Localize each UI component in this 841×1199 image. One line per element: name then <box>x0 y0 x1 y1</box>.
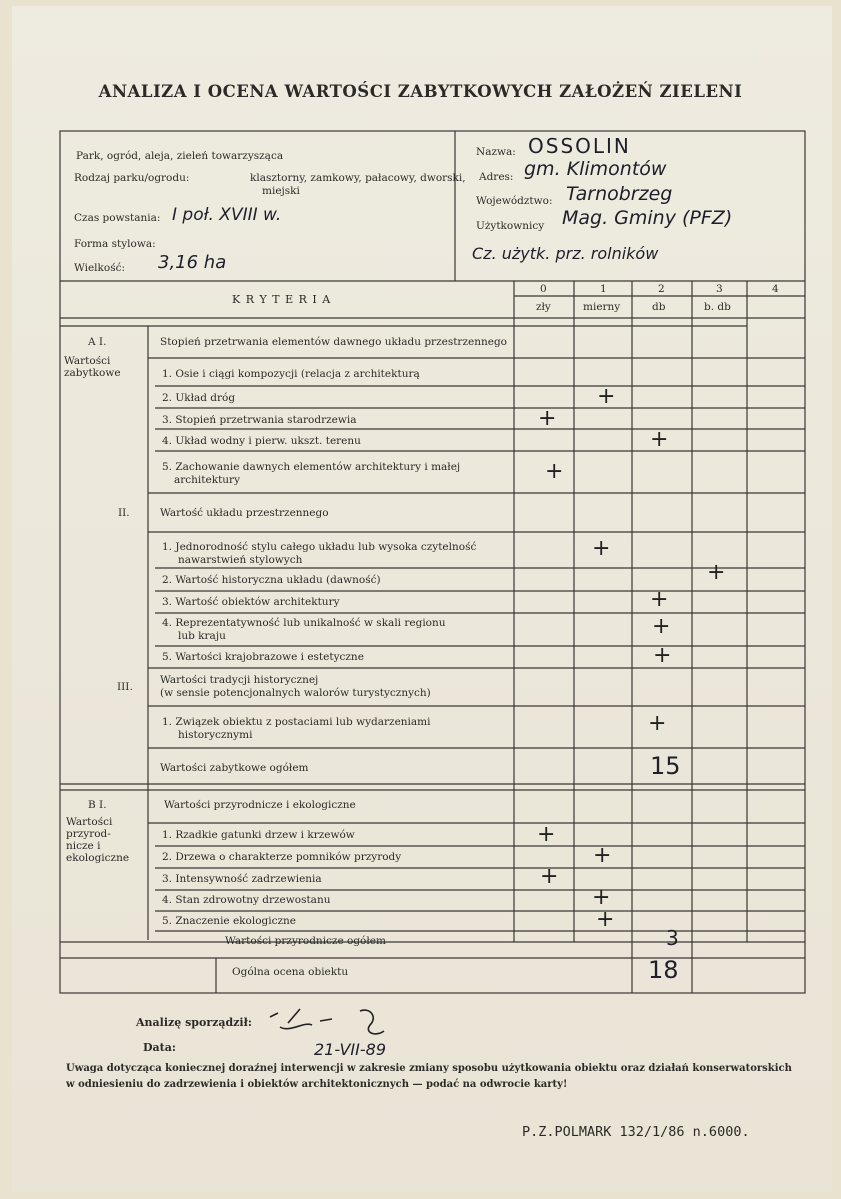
sum-b-label: Wartości przyrodnicze ogółem <box>225 935 386 947</box>
uzytkownicy-value-2: Cz. użytk. prz. rolników <box>472 244 659 263</box>
score-1: 1 <box>600 283 607 295</box>
total-value: 18 <box>648 956 679 984</box>
uzytkownicy-label: Użytkownicy <box>476 220 545 232</box>
section-a2-title: Wartość układu przestrzennego <box>160 507 329 519</box>
park-type-line: Park, ogród, aleja, zieleń towarzysząca <box>76 150 284 162</box>
print-code: P.Z.POLMARK 132/1/86 n.6000. <box>522 1124 750 1140</box>
mark-a1-3-score-0: + <box>538 406 557 431</box>
wielkosc-label: Wielkość: <box>74 262 126 274</box>
wojewodztwo-value: Tarnobrzeg <box>566 183 673 205</box>
a1-item-1: 1. Osie i ciągi kompozycji (relacja z architekturą <box>162 368 420 380</box>
a2-item-1: 1. Jednorodność stylu całego układu lub wysoka czytelność <box>162 541 477 553</box>
section-a3-title: Wartości tradycji historycznej <box>160 674 319 686</box>
nazwa-label: Nazwa: <box>476 146 516 158</box>
section-b-label: Wartości przyrod- nicze i ekologiczne <box>66 816 130 864</box>
a1-item-3: 3. Stopień przetrwania starodrzewia <box>162 414 357 426</box>
mark-a3-1-score-2: + <box>648 711 667 736</box>
a2-item-5: 5. Wartości krajobrazowe i estetyczne <box>162 651 364 663</box>
a2-item-4: 4. Reprezentatywność lub unikalność w skali regionu <box>162 617 446 629</box>
rodzaj-options-2: miejski <box>262 185 300 197</box>
mark-b1-5-score-1: + <box>596 907 615 932</box>
kryteria-header: K R Y T E R I A <box>232 293 332 306</box>
mark-a2-1-score-1: + <box>592 536 611 561</box>
b1-item-4: 4. Stan zdrowotny drzewostanu <box>162 894 331 906</box>
mark-b1-3-score-0: + <box>540 864 559 889</box>
section-a-code: A I. <box>88 336 107 348</box>
forma-label: Forma stylowa: <box>74 238 156 250</box>
sum-b-value: 3 <box>666 926 679 950</box>
a3-item-1: 1. Związek obiektu z postaciami lub wydarzeniami <box>162 716 431 728</box>
a2-item-4-cont: lub kraju <box>178 630 226 642</box>
section-b1-title: Wartości przyrodnicze i ekologiczne <box>164 799 356 811</box>
mark-b1-2-score-1: + <box>593 843 612 868</box>
page-title: ANALIZA I OCENA WARTOŚCI ZABYTKOWYCH ZAŁOŻEŃ ZIELENI <box>98 82 743 101</box>
a2-item-1-cont: nawarstwień stylowych <box>178 554 303 566</box>
nazwa-value: OSSOLIN <box>528 134 631 158</box>
score-name-0: zły <box>536 301 551 313</box>
score-3: 3 <box>716 283 723 295</box>
mark-a1-5-score-0: + <box>545 459 564 484</box>
a2-item-2: 2. Wartość historyczna układu (dawność) <box>162 574 381 586</box>
czas-label: Czas powstania: <box>74 212 161 224</box>
sum-a-label: Wartości zabytkowe ogółem <box>160 762 309 774</box>
rodzaj-label: Rodzaj parku/ogrodu: <box>74 172 190 184</box>
score-0: 0 <box>540 283 547 295</box>
b1-item-3: 3. Intensywność zadrzewienia <box>162 873 322 885</box>
section-a-label: Wartości zabytkowe <box>64 355 121 379</box>
section-b-code: B I. <box>88 799 107 811</box>
b1-item-1: 1. Rzadkie gatunki drzew i krzewów <box>162 829 355 841</box>
adres-value: gm. Klimontów <box>524 158 667 180</box>
mark-a1-4-score-2: + <box>650 427 669 452</box>
score-2: 2 <box>658 283 665 295</box>
analize-label: Analizę sporządził: <box>136 1016 252 1029</box>
mark-b1-4-score-1: + <box>592 885 611 910</box>
uzytkownicy-value: Mag. Gminy (PFZ) <box>562 207 733 229</box>
section-a3-subtitle: (w sensie potencjonalnych walorów turystycznych) <box>160 687 431 699</box>
section-a1-title: Stopień przetrwania elementów dawnego układu przestrzennego <box>160 336 507 348</box>
score-name-3: b. db <box>704 301 731 313</box>
wielkosc-value: 3,16 ha <box>158 252 227 273</box>
note-line-1: Uwaga dotycząca koniecznej doraźnej interwencji w zakresie zmiany sposobu użytkowania obiektu oraz działań konserwatorskich <box>66 1063 792 1074</box>
total-label: Ogólna ocena obiektu <box>232 966 349 978</box>
wojewodztwo-label: Województwo: <box>476 195 553 207</box>
a3-item-1-cont: historycznymi <box>178 729 253 741</box>
sum-a-value: 15 <box>650 752 681 780</box>
mark-a2-5-score-2: + <box>653 643 672 668</box>
b1-item-5: 5. Znaczenie ekologiczne <box>162 915 297 927</box>
signature <box>260 1003 410 1043</box>
b1-item-2: 2. Drzewa o charakterze pomników przyrody <box>162 851 402 863</box>
a1-item-2: 2. Układ dróg <box>162 392 236 404</box>
a1-item-4: 4. Układ wodny i pierw. ukszt. terenu <box>162 435 361 447</box>
date-value: 21-VII-89 <box>314 1040 386 1059</box>
score-name-2: db <box>652 301 666 313</box>
mark-a2-3-score-2: + <box>650 587 669 612</box>
date-label: Data: <box>143 1041 176 1054</box>
a1-item-5: 5. Zachowanie dawnych elementów architektury i małej <box>162 461 461 473</box>
section-iii-code: III. <box>117 681 133 693</box>
a1-item-5-cont: architektury <box>174 474 241 486</box>
czas-value: I poł. XVIII w. <box>172 205 282 225</box>
adres-label: Adres: <box>479 171 514 183</box>
a2-item-3: 3. Wartość obiektów architektury <box>162 596 340 608</box>
mark-a2-2-score-3: + <box>707 560 726 585</box>
mark-a1-2-score-1: + <box>597 384 616 409</box>
mark-a2-4-score-2: + <box>652 614 671 639</box>
rodzaj-options: klasztorny, zamkowy, pałacowy, dworski, <box>250 172 466 184</box>
mark-b1-1-score-0: + <box>537 822 556 847</box>
score-4: 4 <box>772 283 779 295</box>
score-name-1: mierny <box>583 301 621 313</box>
section-ii-code: II. <box>118 507 130 519</box>
note-line-2: w odniesieniu do zadrzewienia i obiektów architektonicznych — podać na odwrocie karty! <box>66 1079 568 1090</box>
